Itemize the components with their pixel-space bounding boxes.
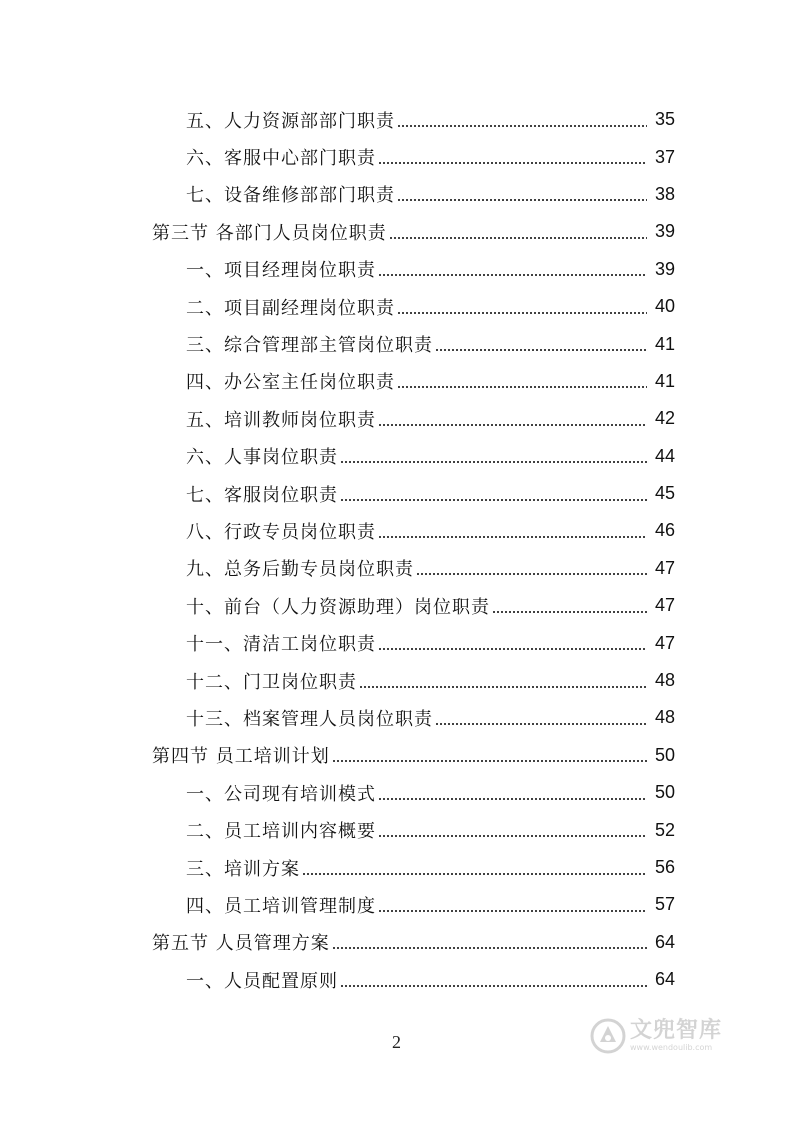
toc-entry-page: 37 xyxy=(654,146,675,167)
toc-entry[interactable] xyxy=(0,400,793,437)
dot-leader xyxy=(378,910,647,912)
toc-entry-page: 39 xyxy=(654,221,675,242)
dot-leader xyxy=(397,312,647,314)
watermark-url: www.wendoulib.com xyxy=(630,1043,713,1052)
toc-entry-title: 一、人员配置原则 xyxy=(186,967,340,993)
dot-leader xyxy=(416,573,647,575)
dot-leader xyxy=(378,835,647,837)
dot-leader xyxy=(340,985,647,987)
toc-entry-title: 三、培训方案 xyxy=(186,855,302,881)
toc-entry-title: 二、员工培训内容概要 xyxy=(186,817,378,843)
toc-entry-title: 第三节 各部门人员岗位职责 xyxy=(152,219,389,245)
toc-entry-title: 六、客服中心部门职责 xyxy=(186,144,378,170)
toc-entry[interactable] xyxy=(0,550,793,587)
toc-entry-page: 50 xyxy=(654,744,675,765)
toc-entry-title: 七、设备维修部部门职责 xyxy=(186,181,397,207)
toc-entry[interactable] xyxy=(0,849,793,886)
toc-entry[interactable] xyxy=(0,325,793,362)
dot-leader xyxy=(397,125,647,127)
toc-entry[interactable] xyxy=(0,176,793,213)
toc-entry-page: 64 xyxy=(654,969,675,990)
toc-entry-title: 十三、档案管理人员岗位职责 xyxy=(186,705,435,731)
toc-entry-title: 一、项目经理岗位职责 xyxy=(186,256,378,282)
toc-entry[interactable] xyxy=(0,811,793,848)
toc-entry-page: 47 xyxy=(654,595,675,616)
toc-entry-title: 五、人力资源部部门职责 xyxy=(186,107,397,133)
toc-entry-title: 八、行政专员岗位职责 xyxy=(186,518,378,544)
toc-section-entry[interactable] xyxy=(0,213,793,250)
dot-leader xyxy=(397,199,647,201)
toc-entry-title: 十二、门卫岗位职责 xyxy=(186,668,359,694)
toc-entry[interactable] xyxy=(0,101,793,138)
toc-entry-page: 38 xyxy=(654,183,675,204)
dot-leader xyxy=(340,461,647,463)
toc-entry-page: 50 xyxy=(654,782,675,803)
watermark-logo xyxy=(590,1018,722,1054)
toc-entry-page: 41 xyxy=(654,370,675,391)
toc-entry-page: 41 xyxy=(654,333,675,354)
dot-leader xyxy=(378,536,647,538)
toc-entry[interactable] xyxy=(0,512,793,549)
toc-entry[interactable] xyxy=(0,363,793,400)
toc-entry[interactable] xyxy=(0,774,793,811)
toc-section-entry[interactable] xyxy=(0,924,793,961)
toc-entry-page: 47 xyxy=(654,632,675,653)
toc-entry[interactable] xyxy=(0,138,793,175)
dot-leader xyxy=(378,798,647,800)
toc-entry-page: 42 xyxy=(654,408,675,429)
dot-leader xyxy=(435,349,647,351)
toc-entry-title: 三、综合管理部主管岗位职责 xyxy=(186,331,435,357)
dot-leader xyxy=(378,424,647,426)
toc-entry-page: 44 xyxy=(654,445,675,466)
toc-entry-title: 五、培训教师岗位职责 xyxy=(186,406,378,432)
toc-entry-title: 四、办公室主任岗位职责 xyxy=(186,368,397,394)
dot-leader xyxy=(397,386,647,388)
toc-entry-title: 七、客服岗位职责 xyxy=(186,481,340,507)
dot-leader xyxy=(359,686,647,688)
table-of-contents xyxy=(0,101,793,998)
toc-entry-page: 46 xyxy=(654,520,675,541)
toc-entry-page: 45 xyxy=(654,483,675,504)
toc-entry[interactable] xyxy=(0,438,793,475)
toc-entry[interactable] xyxy=(0,662,793,699)
toc-entry-title: 六、人事岗位职责 xyxy=(186,443,340,469)
toc-entry-title: 四、员工培训管理制度 xyxy=(186,892,378,918)
dot-leader xyxy=(332,947,647,949)
toc-section-entry[interactable] xyxy=(0,737,793,774)
toc-entry-page: 52 xyxy=(654,819,675,840)
dot-leader xyxy=(340,499,647,501)
dot-leader xyxy=(492,611,647,613)
watermark-name: 文兜智库 xyxy=(630,1018,723,1043)
toc-entry[interactable] xyxy=(0,288,793,325)
wendoulib-logo-icon xyxy=(590,1018,626,1054)
toc-entry[interactable] xyxy=(0,699,793,736)
toc-entry-page: 56 xyxy=(654,857,675,877)
dot-leader xyxy=(378,648,647,650)
toc-entry[interactable] xyxy=(0,587,793,624)
dot-leader xyxy=(302,873,647,875)
dot-leader xyxy=(389,237,647,239)
toc-entry-page: 64 xyxy=(654,931,675,952)
toc-entry[interactable] xyxy=(0,961,793,998)
toc-entry-page: 48 xyxy=(654,707,675,728)
dot-leader xyxy=(435,723,647,725)
dot-leader xyxy=(378,162,647,164)
toc-entry-title: 九、总务后勤专员岗位职责 xyxy=(186,555,416,581)
toc-entry-title: 一、公司现有培训模式 xyxy=(186,780,378,806)
toc-entry[interactable] xyxy=(0,251,793,288)
dot-leader xyxy=(378,274,647,276)
dot-leader xyxy=(332,760,647,762)
toc-entry-title: 第五节 人员管理方案 xyxy=(152,929,332,955)
toc-entry-page: 39 xyxy=(654,258,675,279)
toc-entry-page: 47 xyxy=(654,557,675,578)
toc-entry-title: 第四节 员工培训计划 xyxy=(152,742,332,768)
page-number: 2 xyxy=(392,1032,401,1052)
toc-entry-title: 二、项目副经理岗位职责 xyxy=(186,294,397,320)
toc-entry-page: 35 xyxy=(654,109,675,130)
toc-entry-page: 40 xyxy=(654,296,675,317)
toc-entry-title: 十一、清洁工岗位职责 xyxy=(186,630,378,656)
toc-entry-page: 57 xyxy=(654,894,675,915)
toc-entry-title: 十、前台（人力资源助理）岗位职责 xyxy=(186,593,492,619)
toc-entry[interactable] xyxy=(0,624,793,661)
toc-entry[interactable] xyxy=(0,886,793,923)
toc-entry-page: 48 xyxy=(654,670,675,691)
toc-entry[interactable] xyxy=(0,475,793,512)
